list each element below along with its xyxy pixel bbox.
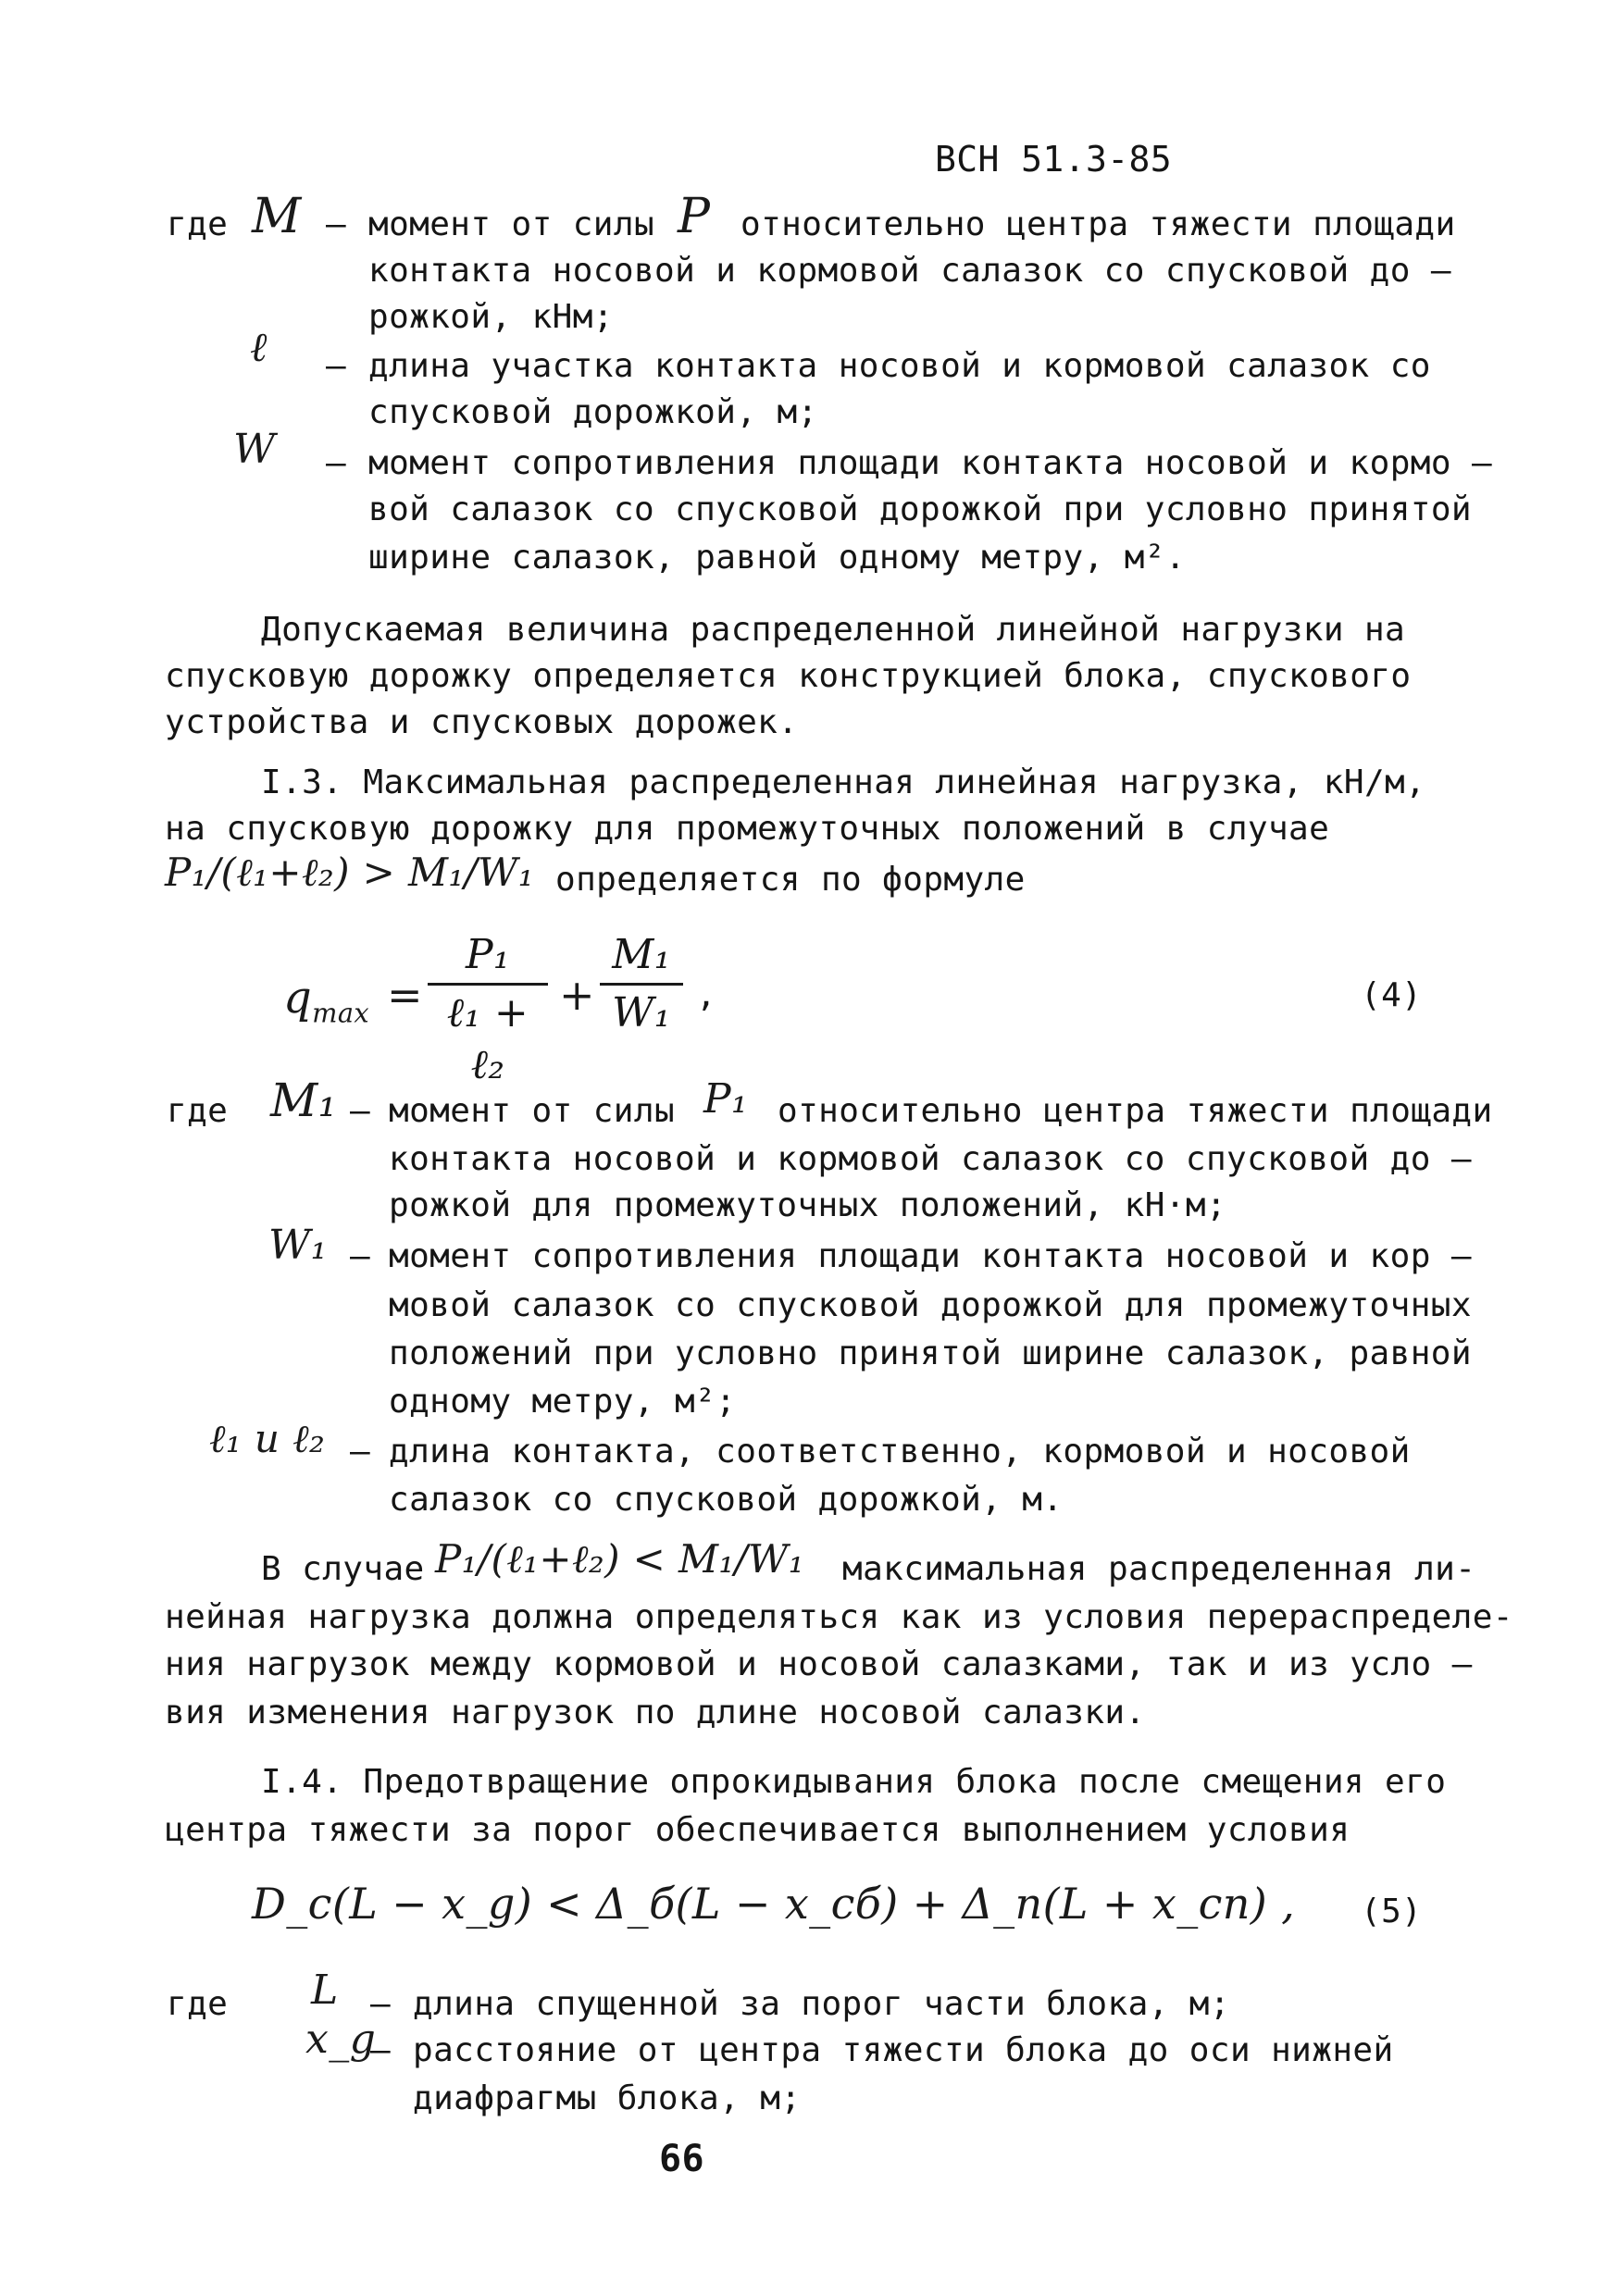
fraction-2-denominator: W₁ (612, 989, 671, 1036)
equation-number-5: (5) (1361, 1893, 1423, 1930)
formula-comma: , (696, 976, 717, 1014)
dash: – (326, 205, 347, 243)
document-code: ВСН 51.3-85 (935, 139, 1173, 180)
definition-line: расстояние от центра тяжести блока до оси нижней (413, 2031, 1394, 2069)
paragraph-line: вия изменения нагрузок по длине носовой салазки. (165, 1694, 1146, 1731)
paragraph-line: устройства и спусковых дорожек. (165, 703, 799, 741)
definition-line: момент от силы (368, 205, 655, 243)
section-heading-1-3: I.3. Максимальная распределенная линейная нагрузка, кН/м, (261, 763, 1426, 801)
symbol-M1: M₁ (270, 1074, 338, 1127)
definition-line: вой салазок со спусковой дорожкой при условно принятой (368, 490, 1472, 528)
definition-line: рожкой для промежуточных положений, кН·м; (389, 1186, 1227, 1224)
definition-line: момент сопротивления площади контакта носовой и кор – (389, 1237, 1472, 1275)
definition-line: ширине салазок, равной одному метру, м². (368, 539, 1186, 577)
definition-line: салазок со спусковой дорожкой, м. (389, 1481, 1064, 1519)
paragraph-line: Допускаемая величина распределенной линейной нагрузки на (261, 611, 1406, 649)
symbol-P-inline: P (678, 189, 711, 244)
dash: – (326, 444, 347, 482)
symbol-P1-inline: P₁ (703, 1075, 749, 1123)
where-label: где (167, 205, 229, 243)
dash: – (370, 1985, 392, 2023)
paragraph-line: ния нагрузок между кормовой и носовой салазками, так и из усло – (165, 1645, 1473, 1683)
equation-number-4: (4) (1361, 976, 1423, 1014)
paragraph-line: нейная нагрузка должна определяться как из условия перераспределе- (165, 1598, 1513, 1636)
dash: – (350, 1237, 371, 1275)
definition-line: рожкой, кНм; (368, 298, 614, 336)
symbol-M: M (252, 189, 302, 244)
fraction-1 (428, 929, 548, 1091)
page-number: 66 (659, 2138, 704, 2180)
dash: – (370, 2031, 392, 2069)
symbol-xg: x_g (305, 2016, 377, 2063)
where-label: где (167, 1092, 229, 1130)
definition-line: относительно центра тяжести площади (778, 1092, 1493, 1130)
definition-line: положений при условно принятой ширине салазок, равной (389, 1334, 1472, 1372)
section-heading-1-4: I.4. Предотвращение опрокидывания блока после смещения его (261, 1763, 1447, 1801)
condition-inequality-2: P₁/(ℓ₁+ℓ₂) < M₁/W₁ (435, 1536, 804, 1582)
dash: – (350, 1092, 371, 1130)
formula-plus: + (559, 970, 595, 1020)
symbol-l: ℓ (250, 324, 268, 371)
condition-inequality: P₁/(ℓ₁+ℓ₂) > M₁/W₁ (165, 850, 534, 895)
definition-line: одному метру, м²; (389, 1383, 737, 1421)
definition-line: длина контакта, соответственно, кормовой и носовой (389, 1433, 1411, 1471)
paragraph-line: центра тяжести за порог обеспечивается выполнением условия (165, 1811, 1350, 1849)
paragraph-line: максимальная распределенная ли- (842, 1550, 1476, 1588)
symbol-W1: W₁ (268, 1222, 328, 1269)
definition-line: спусковой дорожкой, м; (368, 393, 818, 431)
definition-line: длина участка контакта носовой и кормовой салазок со (368, 347, 1431, 385)
definition-line: диафрагмы блока, м; (413, 2079, 802, 2117)
paragraph-lead: В случае (261, 1550, 425, 1588)
dash: – (350, 1433, 371, 1471)
fraction-2-numerator: M₁ (612, 931, 671, 978)
definition-line: контакта носовой и кормовой салазок со спусковой до – (368, 252, 1451, 290)
paragraph-line: спусковую дорожку определяется конструкцией блока, спускового (165, 657, 1412, 695)
formula-q: $q_{max}$ (283, 972, 370, 1029)
formula-5-expression: D_c(L − x_g) < Δ_б(L − x_cб) + Δ_п(L + x_cп) , (252, 1879, 1296, 1929)
paragraph-line: определяется по формуле (555, 861, 1026, 899)
definition-line: контакта носовой и кормовой салазок со спусковой до – (389, 1140, 1472, 1178)
formula-equals: = (387, 970, 423, 1020)
symbol-l1-and-l2: ℓ₁ и ℓ₂ (209, 1416, 326, 1461)
definition-line: момент от силы (389, 1092, 676, 1130)
where-label: где (167, 1985, 229, 2023)
definition-line: относительно центра тяжести площади (741, 205, 1456, 243)
symbol-W: W (233, 426, 276, 473)
dash: – (326, 347, 347, 385)
definition-line: момент сопротивления площади контакта носовой и кормо – (368, 444, 1493, 482)
fraction-1-numerator: P₁ (465, 931, 511, 978)
definition-line: мовой салазок со спусковой дорожкой для промежуточных (389, 1286, 1472, 1324)
fraction-1-denominator: ℓ₁ + ℓ₂ (446, 989, 529, 1088)
symbol-L: L (311, 1967, 339, 2014)
paragraph-line: на спусковую дорожку для промежуточных положений в случае (165, 810, 1330, 848)
definition-line: длина спущенной за порог части блока, м; (413, 1985, 1230, 2023)
fraction-2 (600, 929, 683, 1039)
